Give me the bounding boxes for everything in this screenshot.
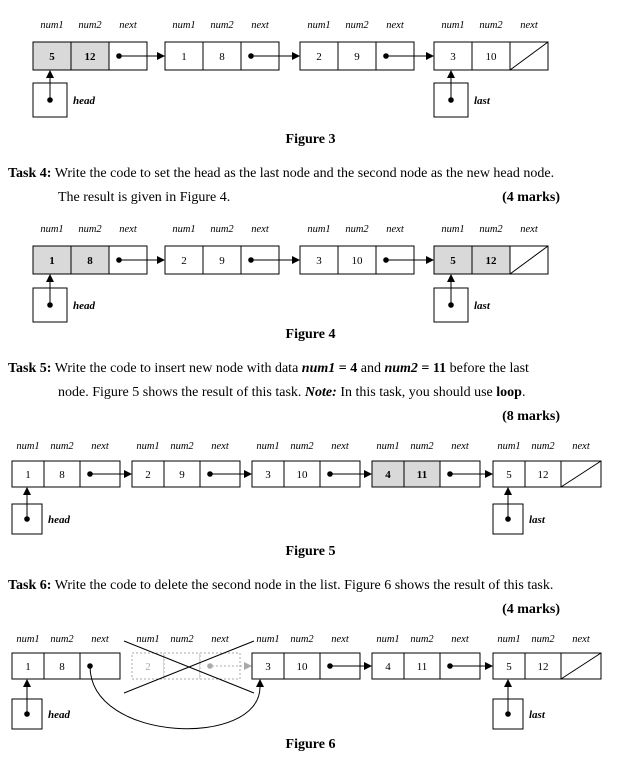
node-1-num1-value: 5 <box>49 51 55 63</box>
task-5-line2-b: In this task, you should use <box>336 385 497 400</box>
head-label: head <box>48 514 70 526</box>
node-3-num1-label: num1 <box>256 441 280 452</box>
last-label: last <box>529 709 545 721</box>
last-pointer-arrow <box>504 487 512 495</box>
node-3-num1-label: num1 <box>307 224 331 235</box>
figure-5-caption: Figure 5 <box>285 544 336 559</box>
node-2-num1-label: num1 <box>172 20 196 31</box>
node-1-num2-label: num2 <box>78 224 102 235</box>
node-3-next-arrow-head <box>426 52 434 60</box>
node-4-num2-value: 10 <box>485 51 497 63</box>
bypass-arrow-head <box>256 679 264 687</box>
task-5-var2: num2 <box>384 361 418 376</box>
node-3-num1-value: 3 <box>265 661 271 673</box>
node-3-next-label: next <box>386 20 404 31</box>
node-5-num1-label: num1 <box>497 634 521 645</box>
node-4-num2-value: 11 <box>416 661 428 673</box>
node-4-next-arrow-head <box>485 470 493 478</box>
node-2-next-dot <box>207 471 213 477</box>
task-5-line2-a: node. Figure 5 shows the result of this task. <box>58 385 305 400</box>
node-1-num1-value: 1 <box>49 255 55 267</box>
node-4-next-label: next <box>520 224 538 235</box>
node-2-num2-label: num2 <box>170 441 194 452</box>
node-1-num2-label: num2 <box>50 634 74 645</box>
task-5 <box>8 357 560 429</box>
task-5-line2-c: . <box>521 385 526 400</box>
node-3-next-dot <box>383 53 389 59</box>
figure-3-caption: Figure 3 <box>285 132 336 147</box>
node-1-next-label: next <box>119 224 137 235</box>
node-5-num1-value: 5 <box>506 661 512 673</box>
node-2-num1-label: num1 <box>136 634 160 645</box>
task-4-label: Task 4: <box>8 166 52 181</box>
head-label: head <box>73 95 95 107</box>
figure-4-caption: Figure 4 <box>285 327 336 342</box>
task-5-note: Note: <box>304 385 337 400</box>
task-4-line2: The result is given in Figure 4. <box>58 190 231 205</box>
node-1-next-dot <box>116 257 122 263</box>
node-4-num2-value: 11 <box>416 469 428 481</box>
node-3-num2-label: num2 <box>345 20 369 31</box>
node-2-num2-label: num2 <box>210 224 234 235</box>
node-3-next-label: next <box>331 441 349 452</box>
node-1-num2-value: 8 <box>59 469 65 481</box>
head-pointer-arrow <box>23 487 31 495</box>
last-pointer-arrow <box>447 70 455 78</box>
task-5-text-b: before the last <box>446 361 529 376</box>
node-2-num2-value: 9 <box>219 255 225 267</box>
task-6-line1: Write the code to delete the second node in the list. Figure 6 shows the result of this task. <box>54 578 554 593</box>
node-4-num1-label: num1 <box>376 441 400 452</box>
node-4-num1-value: 5 <box>450 255 456 267</box>
node-3-num2-label: num2 <box>345 224 369 235</box>
node-1-next-dot <box>87 471 93 477</box>
node-4-next-arrow-head <box>485 662 493 670</box>
node-1-next-arrow-head <box>157 256 165 264</box>
node-3-num2-value: 10 <box>351 255 363 267</box>
figure-6-caption: Figure 6 <box>285 737 336 752</box>
node-5-next-label: next <box>572 634 590 645</box>
task-5-and: and <box>357 361 385 376</box>
node-1-num2-label: num2 <box>78 20 102 31</box>
node-3-next-label: next <box>386 224 404 235</box>
node-3-next-arrow-head <box>364 662 372 670</box>
node-1-next-arrow-head <box>157 52 165 60</box>
node-3-num1-value: 2 <box>316 51 322 63</box>
node-3-num2-label: num2 <box>290 634 314 645</box>
task-5-eq1: = 4 <box>335 361 358 376</box>
node-2-next-arrow-head <box>244 662 252 670</box>
node-5-num2-label: num2 <box>531 634 555 645</box>
node-5-num2-value: 12 <box>537 469 549 481</box>
head-pointer-arrow <box>46 274 54 282</box>
node-2-next-label: next <box>251 224 269 235</box>
node-2-next-dot <box>207 663 213 669</box>
task-6-marks: (4 marks) <box>502 602 560 617</box>
node-3-num2-value: 10 <box>296 661 308 673</box>
node-3-next-dot <box>327 663 333 669</box>
node-5-num2-label: num2 <box>531 441 555 452</box>
node-3-num2-value: 9 <box>354 51 360 63</box>
node-4-next-label: next <box>451 441 469 452</box>
node-2-num2-label: num2 <box>210 20 234 31</box>
node-1-next-dot <box>116 53 122 59</box>
node-3-next-arrow-head <box>426 256 434 264</box>
node-3-num2-label: num2 <box>290 441 314 452</box>
node-2-num1-value: 1 <box>181 51 187 63</box>
last-label: last <box>529 514 545 526</box>
figure-6-diagram <box>0 620 621 734</box>
last-label: last <box>474 300 490 312</box>
node-2-next-dot <box>248 53 254 59</box>
node-4-num1-label: num1 <box>441 224 465 235</box>
node-1-num1-label: num1 <box>40 20 64 31</box>
node-3-num1-label: num1 <box>256 634 280 645</box>
node-3-next-label: next <box>331 634 349 645</box>
node-4-num2-value: 12 <box>485 255 497 267</box>
node-1-num2-value: 12 <box>84 51 96 63</box>
node-1-next-cell <box>80 653 120 679</box>
task-5-var1: num1 <box>301 361 336 376</box>
node-2-num1-label: num1 <box>172 224 196 235</box>
node-1-num2-value: 8 <box>59 661 65 673</box>
node-1-next-label: next <box>91 634 109 645</box>
last-label: last <box>474 95 490 107</box>
node-3-next-dot <box>383 257 389 263</box>
node-3-num2-value: 10 <box>296 469 308 481</box>
figure-5-diagram <box>0 425 621 540</box>
head-pointer-arrow <box>23 679 31 687</box>
task-4-marks: (4 marks) <box>502 190 560 205</box>
node-1-num1-label: num1 <box>16 441 40 452</box>
task-6 <box>8 574 560 622</box>
head-pointer-arrow <box>46 70 54 78</box>
head-label: head <box>73 300 95 312</box>
node-3-num1-label: num1 <box>307 20 331 31</box>
node-3-num1-value: 3 <box>265 469 271 481</box>
node-2-next-label: next <box>211 441 229 452</box>
task-5-loop: loop <box>496 385 522 400</box>
node-4-num2-label: num2 <box>479 224 503 235</box>
node-4-num1-value: 4 <box>385 469 391 481</box>
task-5-text-a: Write the code to insert new node with data <box>54 361 302 376</box>
node-4-next-dot <box>447 471 453 477</box>
node-4-num2-label: num2 <box>410 634 434 645</box>
node-4-num1-label: num1 <box>376 634 400 645</box>
node-4-next-dot <box>447 663 453 669</box>
task-5-eq2: = 11 <box>417 361 447 376</box>
node-5-num1-label: num1 <box>497 441 521 452</box>
node-1-next-arrow-head <box>124 470 132 478</box>
node-2-num2-label: num2 <box>170 634 194 645</box>
task-4-line1: Write the code to set the head as the last node and the second node as the new head node. <box>54 166 555 181</box>
node-2-next-dot <box>248 257 254 263</box>
node-4-num1-value: 3 <box>450 51 456 63</box>
node-2-num2-value: 9 <box>179 469 185 481</box>
node-5-num1-value: 5 <box>506 469 512 481</box>
node-2-next-label: next <box>211 634 229 645</box>
node-2-num2-value: 8 <box>219 51 225 63</box>
node-5-next-label: next <box>572 441 590 452</box>
node-4-num2-label: num2 <box>479 20 503 31</box>
task-6-label: Task 6: <box>8 578 52 593</box>
node-2-num1-value: 2 <box>145 469 151 481</box>
node-5-num2-value: 12 <box>537 661 549 673</box>
last-pointer-arrow <box>504 679 512 687</box>
node-2-num1-value: 2 <box>181 255 187 267</box>
node-1-num1-value: 1 <box>25 661 31 673</box>
head-label: head <box>48 709 70 721</box>
node-4-next-label: next <box>451 634 469 645</box>
node-3-num1-value: 3 <box>316 255 322 267</box>
last-pointer-arrow <box>447 274 455 282</box>
task-5-label: Task 5: <box>8 361 52 376</box>
figure-4-diagram <box>0 204 621 328</box>
node-1-num2-label: num2 <box>50 441 74 452</box>
node-2-next-arrow-head <box>244 470 252 478</box>
node-2-next-arrow-head <box>292 256 300 264</box>
node-1-num1-value: 1 <box>25 469 31 481</box>
node-4-num2-label: num2 <box>410 441 434 452</box>
task-4 <box>8 162 560 210</box>
node-1-num1-label: num1 <box>16 634 40 645</box>
task-5-marks: (8 marks) <box>502 409 560 424</box>
node-2-next-arrow-head <box>292 52 300 60</box>
node-2-next-label: next <box>251 20 269 31</box>
node-4-next-label: next <box>520 20 538 31</box>
node-1-num1-label: num1 <box>40 224 64 235</box>
node-3-next-dot <box>327 471 333 477</box>
node-3-next-arrow-head <box>364 470 372 478</box>
node-2-num1-label: num1 <box>136 441 160 452</box>
node-1-next-label: next <box>91 441 109 452</box>
node-1-next-label: next <box>119 20 137 31</box>
node-4-num1-value: 4 <box>385 661 391 673</box>
node-1-num2-value: 8 <box>87 255 93 267</box>
node-4-num1-label: num1 <box>441 20 465 31</box>
figure-3-diagram <box>0 0 621 130</box>
node-2-num1-value: 2 <box>145 661 151 673</box>
